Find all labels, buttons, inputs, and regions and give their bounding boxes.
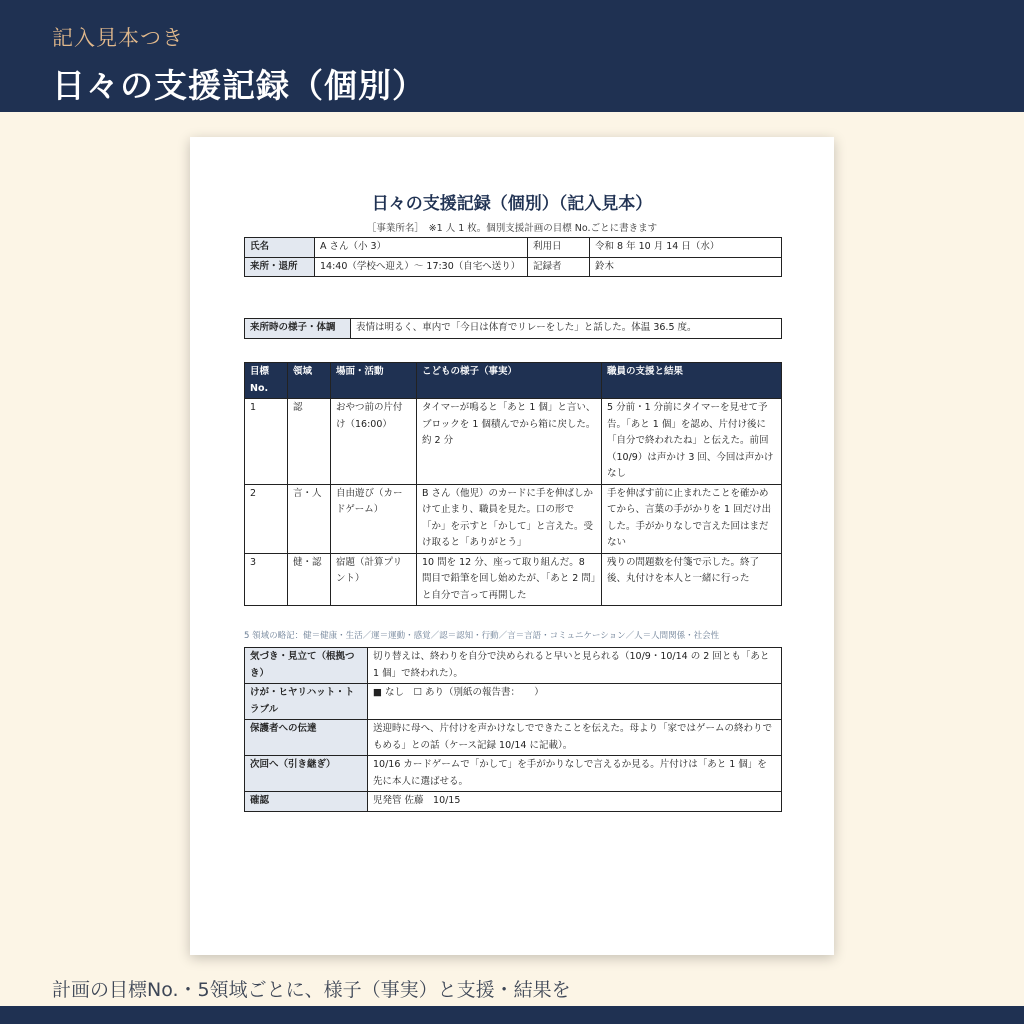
notes-row [245, 648, 782, 684]
activity-header-row [245, 363, 782, 399]
row-staff: 残りの問題数を付箋で示した。終了後、丸付けを本人と一緒に行った [602, 553, 782, 606]
time-value: 14:40（学校へ迎え）〜 17:30（自宅へ送り） [315, 257, 528, 277]
insight-value: 切り替えは、終わりを自分で決められると早いと見られる（10/9・10/14 の 2 回とも「あと 1 個」で終われた）。 [368, 648, 782, 684]
name-label: 氏名 [245, 238, 315, 258]
confirm-label: 確認 [245, 792, 368, 812]
header-domain: 領域 [288, 363, 331, 399]
table-row [245, 553, 782, 606]
notes-row [245, 756, 782, 792]
banner-subtitle: 記入見本つき [52, 26, 184, 50]
time-label: 来所・退所 [245, 257, 315, 277]
row-domain: 健・認 [288, 553, 331, 606]
arrival-label: 来所時の様子・体調 [245, 319, 351, 339]
incident-label: けが・ヒヤリハット・トラブル [245, 684, 368, 720]
header-goal-no: 目標 No. [245, 363, 288, 399]
insight-label: 気づき・見立て（根拠つき） [245, 648, 368, 684]
domain-legend: 5 領域の略記：健＝健康・生活／運＝運動・感覚／認＝認知・行動／言＝言語・コミュニケーション／人＝人間関係・社会性 [244, 631, 720, 641]
activity-table [244, 362, 782, 606]
info-row-time [245, 257, 782, 277]
row-child: タイマーが鳴ると「あと 1 個」と言い、ブロックを 1 個積んでから箱に戻した。約 2 分 [417, 399, 602, 485]
incident-value: ■ なし ☐ あり（別紙の報告書： ） [368, 684, 782, 720]
header-scene: 場面・活動 [331, 363, 417, 399]
header-staff: 職員の支援と結果 [602, 363, 782, 399]
document-title: 日々の支援記録（個別）（記入見本） [371, 194, 653, 214]
arrival-value: 表情は明るく、車内で「今日は体育でリレーをした」と話した。体温 36.5 度。 [351, 319, 782, 339]
document-note: ［事業所名］ ※1 人 1 枚。個別支援計画の目標 No.ごとに書きます [366, 223, 658, 234]
row-goal-no: 1 [245, 399, 288, 485]
confirm-value: 児発管 佐藤 10/15 [368, 792, 782, 812]
row-scene: 自由遊び（カードゲーム） [331, 484, 417, 553]
notes-row [245, 792, 782, 812]
table-row [245, 484, 782, 553]
handover-label: 次回へ（引き継ぎ） [245, 756, 368, 792]
info-row-name [245, 238, 782, 258]
table-row [245, 399, 782, 485]
row-child: B さん（他児）のカードに手を伸ばしかけて止まり、職員を見た。口の形で「か」を示すと「かして」と言えた。受け取ると「ありがとう」 [417, 484, 602, 553]
row-goal-no: 2 [245, 484, 288, 553]
header-child: こどもの様子（事実） [417, 363, 602, 399]
row-child: 10 問を 12 分、座って取り組んだ。8 問目で鉛筆を回し始めたが、「あと 2 問」と自分で言って再開した [417, 553, 602, 606]
recorder-value: 鈴木 [590, 257, 782, 277]
row-staff: 手を伸ばす前に止まれたことを確かめてから、言葉の手がかりを 1 回だけ出した。手がかりなしで言えた回はまだない [602, 484, 782, 553]
banner-title: 日々の支援記録（個別） [52, 66, 426, 105]
top-banner [0, 0, 1024, 112]
notes-row [245, 684, 782, 720]
bottom-caption: 計画の目標No.・5領域ごとに、様子（事実）と支援・結果を [52, 979, 571, 1001]
guardian-label: 保護者への伝達 [245, 720, 368, 756]
bottom-bar [0, 1006, 1024, 1024]
recorder-label: 記録者 [528, 257, 590, 277]
date-value: 令和 8 年 10 月 14 日（水） [590, 238, 782, 258]
guardian-value: 送迎時に母へ、片付けを声かけなしでできたことを伝えた。母より「家ではゲームの終わりでもめる」との話（ケース記録 10/14 に記載）。 [368, 720, 782, 756]
date-label: 利用日 [528, 238, 590, 258]
name-value: A さん（小 3） [315, 238, 528, 258]
row-goal-no: 3 [245, 553, 288, 606]
row-scene: 宿題（計算プリント） [331, 553, 417, 606]
handover-value: 10/16 カードゲームで「かして」を手がかりなしで言えるか見る。片付けは「あと 1 個」を先に本人に選ばせる。 [368, 756, 782, 792]
notes-row [245, 720, 782, 756]
notes-table [244, 647, 782, 812]
arrival-table [244, 318, 782, 339]
row-staff: 5 分前・1 分前にタイマーを見せて予告。「あと 1 個」を認め、片付け後に「自分で終われたね」と伝えた。前回（10/9）は声かけ 3 回、今回は声かけなし [602, 399, 782, 485]
row-scene: おやつ前の片付け（16:00） [331, 399, 417, 485]
row-domain: 認 [288, 399, 331, 485]
row-domain: 言・人 [288, 484, 331, 553]
info-table [244, 237, 782, 277]
document-sheet [190, 137, 834, 955]
